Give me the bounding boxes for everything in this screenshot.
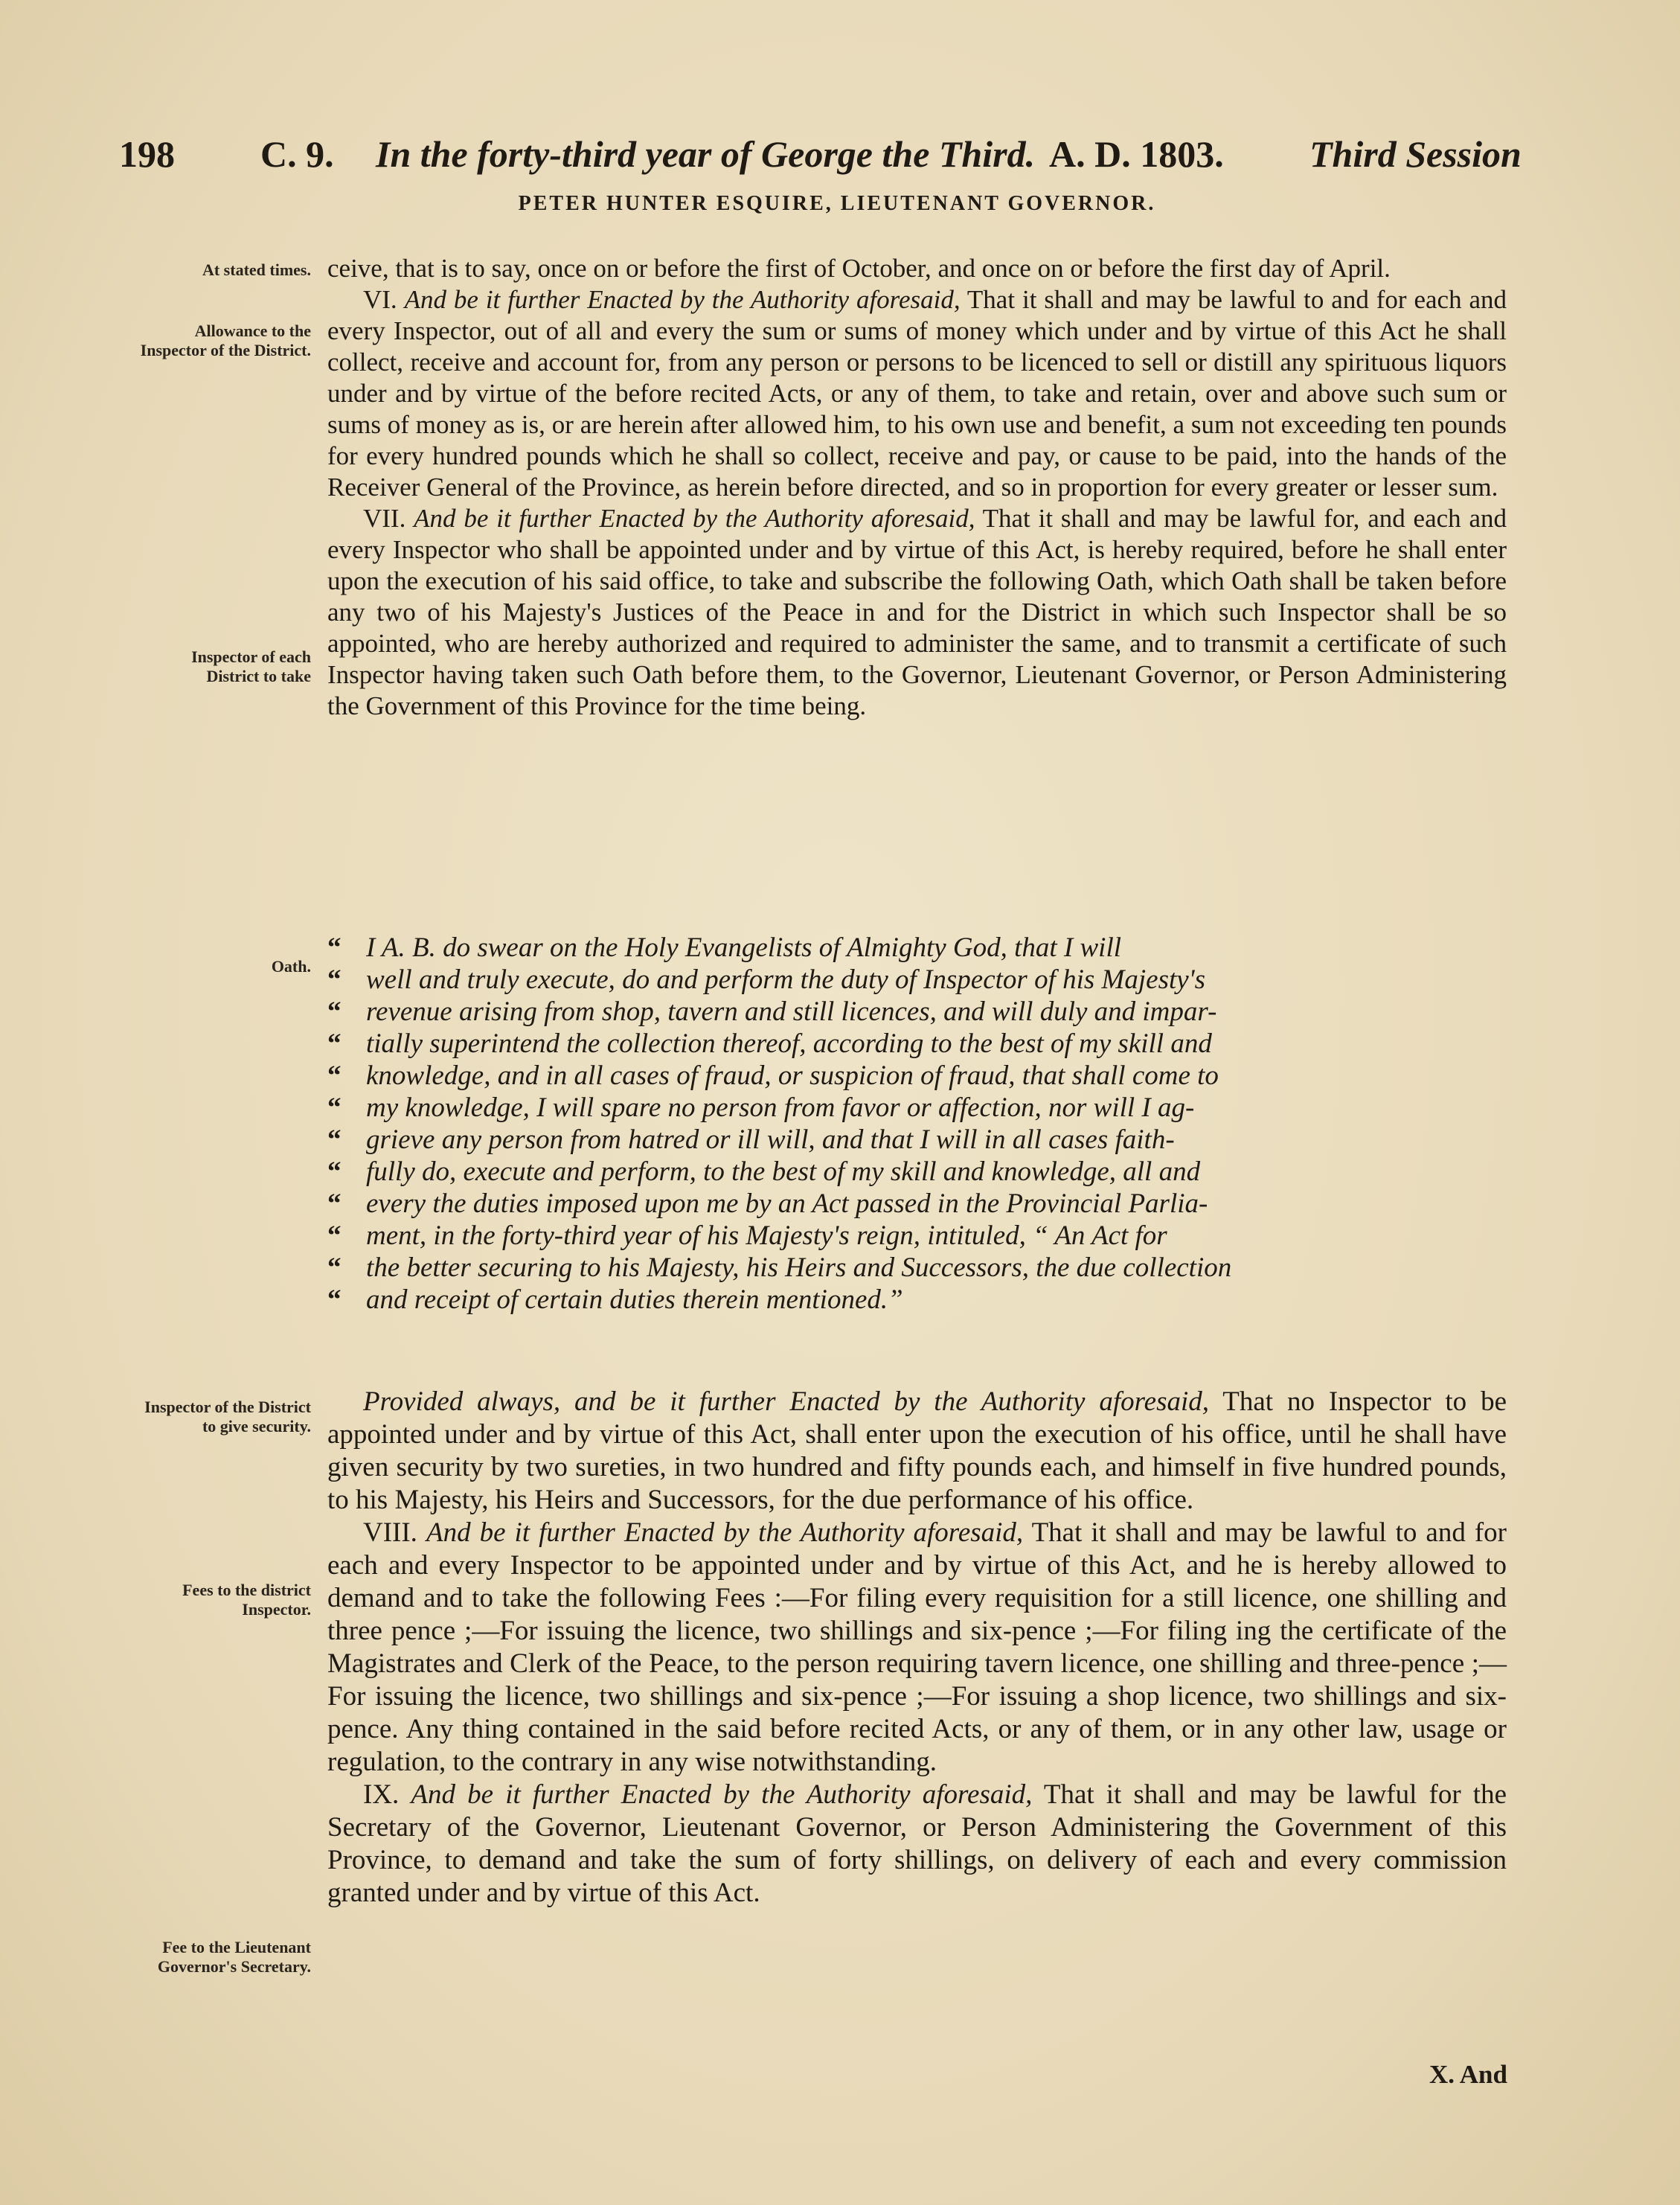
oath-line-text: ment, in the forty-third year of his Majesty's reign, intituled, “ An Act for — [366, 1220, 1167, 1251]
oath-line — [327, 1252, 1507, 1284]
margin-note-oath: Oath. — [271, 957, 311, 976]
margin-note-secretary-fee: Fee to the Lieutenant Governor's Secretary. — [157, 1938, 311, 1976]
quote-mark: “ — [327, 1092, 342, 1123]
text-block-lower — [327, 1386, 1507, 1910]
oath-line-text: tially superintend the collection thereof, according to the best of my skill and — [366, 1028, 1212, 1059]
section-vi — [327, 284, 1507, 503]
section-vii-enacting-clause: And be it further Enacted by the Authority aforesaid, — [414, 504, 975, 533]
header-session: Third Session — [1309, 133, 1522, 175]
section-vi-number: VI. — [363, 285, 397, 314]
page-subheading: PETER HUNTER ESQUIRE, LIEUTENANT GOVERNOR. — [518, 192, 1156, 215]
proviso-enacting-clause: Provided always, and be it further Enacted by the Authority aforesaid, — [363, 1386, 1210, 1417]
oath-line-text: well and truly execute, do and perform the duty of Inspector of his Majesty's — [366, 964, 1205, 995]
section-ix-number: IX. — [363, 1779, 400, 1810]
oath-line — [327, 1156, 1507, 1188]
section-viii — [327, 1517, 1507, 1779]
oath-line — [327, 1028, 1507, 1060]
oath-line — [327, 1124, 1507, 1156]
oath-line-text: and receipt of certain duties therein mentioned.” — [366, 1284, 903, 1315]
oath-line — [327, 1220, 1507, 1252]
oath-line — [327, 996, 1507, 1028]
oath-line-text: fully do, execute and perform, to the best of my skill and knowledge, all and — [366, 1156, 1201, 1187]
margin-note-security: Inspector of the District to give security. — [144, 1398, 311, 1436]
oath-line — [327, 1188, 1507, 1220]
section-vi-text: That it shall and may be lawful to and for each and every Inspector, out of all and every the sum or sums of money which under and by virtue of this Act he shall collect, receive and account for, from any person or persons to be licenced to sell or distill any spirituous liquors under and by virtue of the before recited Acts, or any of them, to take and retain, over and above such sum or sums of money as is, or are herein after allowed him, to his own use and benefit, a sum not exceeding ten pounds for every hundred pounds which he shall so collect, receive and pay, or cause to be paid, into the hands of the Receiver General of the Province, as herein before directed, and so in proportion for every greater or lesser sum. — [327, 285, 1507, 502]
running-header — [119, 132, 1522, 185]
oath-line-text: I A. B. do swear on the Holy Evangelists of Almighty God, that I will — [366, 932, 1122, 963]
quote-mark: “ — [327, 1252, 342, 1283]
oath-line-text: the better securing to his Majesty, his Heirs and Successors, the due collection — [366, 1252, 1232, 1283]
header-year: A. D. 1803. — [1049, 133, 1224, 175]
section-viii-number: VIII. — [363, 1517, 417, 1548]
oath-line — [327, 964, 1507, 996]
header-title: In the forty-third year of George the Third. — [376, 133, 1036, 175]
continued-paragraph: ceive, that is to say, once on or before the first of October, and once on or before the first day of April. — [327, 254, 1391, 283]
oath-line-text: knowledge, and in all cases of fraud, or suspicion of fraud, that shall come to — [366, 1060, 1219, 1091]
quote-mark: “ — [327, 1188, 342, 1219]
oath-line-text: every the duties imposed upon me by an Act passed in the Provincial Parlia- — [366, 1188, 1208, 1219]
quote-mark: “ — [327, 1284, 342, 1315]
section-ix — [327, 1779, 1507, 1910]
quote-mark: “ — [327, 1156, 342, 1187]
margin-note-fees: Fees to the district Inspector. — [182, 1581, 311, 1619]
text-block-upper — [327, 253, 1507, 722]
quote-mark: “ — [327, 932, 342, 963]
chapter-number: C. 9. — [260, 133, 334, 175]
oath-line-text: my knowledge, I will spare no person from favor or affection, nor will I ag- — [366, 1092, 1195, 1123]
quote-mark: “ — [327, 1220, 342, 1251]
quote-mark: “ — [327, 1060, 342, 1091]
oath-line-text: revenue arising from shop, tavern and still licences, and will duly and impar- — [366, 996, 1217, 1027]
quote-mark: “ — [327, 1124, 342, 1155]
quote-mark: “ — [327, 964, 342, 995]
quote-mark: “ — [327, 1028, 342, 1059]
oath-text — [327, 932, 1507, 1316]
catchword: X. And — [1429, 2060, 1507, 2089]
quote-mark: “ — [327, 996, 342, 1027]
section-vi-enacting-clause: And be it further Enacted by the Authority aforesaid, — [404, 285, 961, 314]
section-viii-enacting-clause: And be it further Enacted by the Authority aforesaid, — [426, 1517, 1024, 1548]
oath-line — [327, 1092, 1507, 1124]
margin-note-inspector-take: Inspector of each District to take — [191, 647, 311, 685]
page-number: 198 — [119, 133, 175, 175]
margin-note-stated-times: At stated times. — [202, 260, 311, 279]
proviso-paragraph — [327, 1386, 1507, 1517]
section-ix-enacting-clause: And be it further Enacted by the Authority aforesaid, — [411, 1779, 1033, 1810]
oath-line — [327, 1284, 1507, 1316]
section-vii-text: That it shall and may be lawful for, and each and every Inspector who shall be appointed under and by virtue of this Act, is hereby required, before he shall enter upon the execution of his said office, to take and subscribe the following Oath, which Oath shall be taken before any two of his Majesty's Justices of the Peace in and for the District in which such Inspector shall be so appointed, who are hereby authorized and required to administer the same, and to transmit a certificate of such Inspector having taken such Oath before them, to the Governor, Lieutenant Governor, or Person Administering the Government of this Province for the time being. — [327, 504, 1507, 720]
oath-line — [327, 1060, 1507, 1092]
section-viii-text: That it shall and may be lawful to and for each and every Inspector to be appointed under and by virtue of this Act, and he is hereby allowed to demand and to take the following Fees :—For filing every requisition for a still licence, one shilling and three pence ;—For issuing the licence, two shillings and six-pence ;—For filing ing the certificate of the Magistrates and Clerk of the Peace, to the person requiring tavern licence, one shilling and three-pence ;—For issuing the licence, two shillings and six-pence ;—For issuing a shop licence, two shillings and six-pence. Any thing contained in the said before recited Acts, or any of them, or in any other law, usage or regulation, to the contrary in any wise notwithstanding. — [327, 1517, 1507, 1777]
oath-line — [327, 932, 1507, 964]
margin-note-allowance: Allowance to the Inspector of the District. — [140, 321, 311, 359]
section-ix-text: That it shall and may be lawful for the Secretary of the Governor, Lieutenant Governor, or Person Administering the Government of this Province, to demand and take the sum of forty shillings, on delivery of each and every commission granted under and by virtue of this Act. — [327, 1779, 1507, 1908]
proviso-text: That no Inspector to be appointed under and by virtue of this Act, shall enter upon the execution of his office, until he shall have given security by two sureties, in two hundred and fifty pounds each, and himself in five hundred pounds, to his Majesty, his Heirs and Successors, for the due performance of his office. — [327, 1386, 1507, 1515]
oath-line-text: grieve any person from hatred or ill will, and that I will in all cases faith- — [366, 1124, 1175, 1155]
section-vii — [327, 503, 1507, 722]
section-vii-number: VII. — [363, 504, 406, 533]
